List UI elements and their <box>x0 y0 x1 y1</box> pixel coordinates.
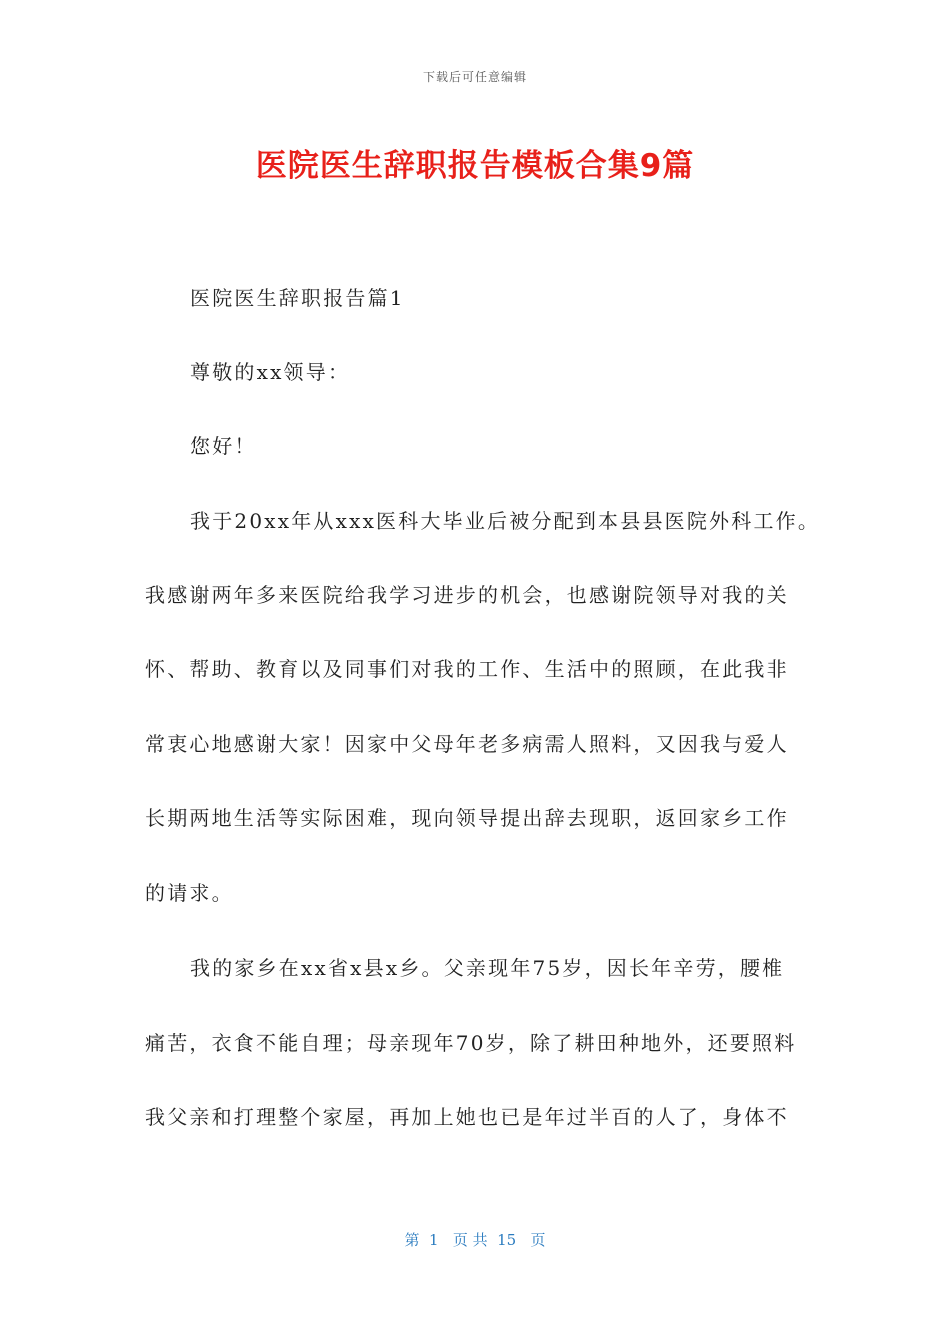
paragraph-line: 我感谢两年多来医院给我学习进步的机会，也感谢院领导对我的关 <box>145 583 789 607</box>
paragraph-line: 怀、帮助、教育以及同事们对我的工作、生活中的照顾，在此我非 <box>145 657 789 681</box>
page-number-footer: 第 1 页 共 15 页 <box>404 1231 546 1249</box>
paragraph-line: 长期两地生活等实际困难，现向领导提出辞去现职，返回家乡工作 <box>145 806 789 830</box>
document-title: 医院医生辞职报告模板合集9篇 <box>255 148 695 184</box>
paragraph-line: 我的家乡在xx省x县x乡。父亲现年75岁，因长年辛劳，腰椎 <box>190 956 785 980</box>
paragraph-line: 痛苦，衣食不能自理；母亲现年70岁，除了耕田种地外，还要照料 <box>145 1031 797 1055</box>
paragraph-line: 我于20xx年从xxx医科大毕业后被分配到本县县医院外科工作。 <box>190 509 821 533</box>
paragraph-line: 的请求。 <box>145 881 234 905</box>
paragraph-line: 常衷心地感谢大家！因家中父母年老多病需人照料，又因我与爱人 <box>145 732 789 756</box>
salutation: 尊敬的xx领导： <box>190 360 351 384</box>
section-heading: 医院医生辞职报告篇1 <box>190 286 405 310</box>
paragraph-line: 我父亲和打理整个家屋，再加上她也已是年过半百的人了，身体不 <box>145 1105 789 1129</box>
greeting: 您好！ <box>190 434 257 458</box>
header-note: 下载后可任意编辑 <box>422 70 527 84</box>
